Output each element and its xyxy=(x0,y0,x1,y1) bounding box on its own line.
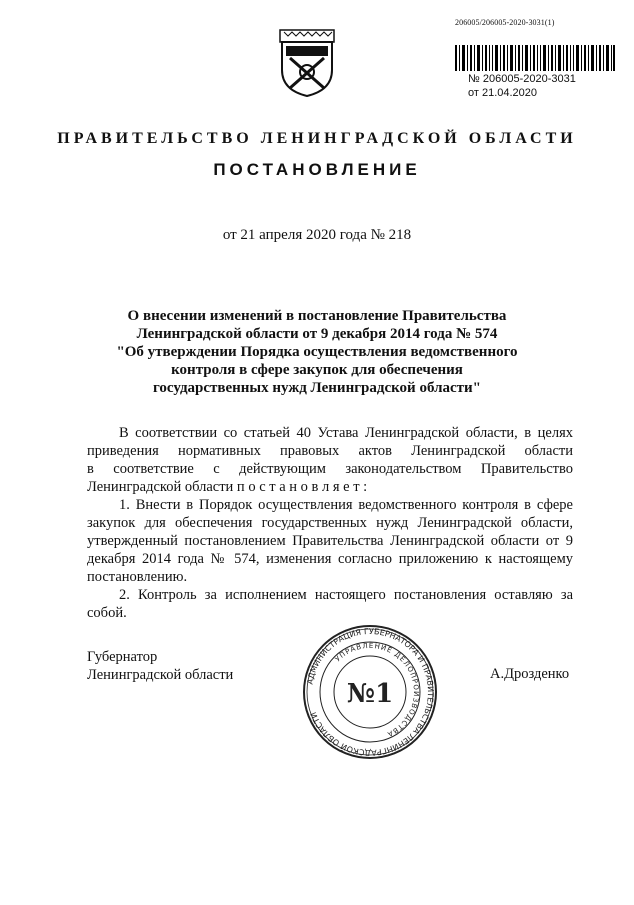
official-seal-stamp xyxy=(302,624,438,760)
decree-item-1: 1. Внести в Порядок осуществления ведомственного контроля в сфере закупок для обеспечения государственных нужд Ленинградской области, утвержденный постановлением Правительства Ленинградской области от 9 декабря 2014 года № 574, изменения согласно приложению к настоящему постановлению. xyxy=(87,497,573,585)
signatory-position xyxy=(87,648,233,684)
intro-line: В соответствии со статьей 40 Устава Ленинградской области, в целях xyxy=(119,425,573,441)
document-type: ПОСТАНОВЛЕНИЕ xyxy=(213,160,421,179)
title-line: государственных нужд Ленинградской области" xyxy=(152,380,481,396)
seal-inner-text: УПРАВЛЕНИЕ ДЕЛОПРОИЗВОДСТВА xyxy=(333,641,421,739)
decree-title xyxy=(60,307,574,397)
title-line: "Об утверждении Порядка осуществления ведомственного xyxy=(116,344,518,360)
intro-line: приведения нормативных правовых актов Ленинградской области xyxy=(87,443,573,459)
registration-date: от 21.04.2020 xyxy=(468,87,538,99)
registration-block xyxy=(468,72,576,100)
title-line: контроля в сфере закупок для обеспечения xyxy=(171,362,463,378)
signatory-name: А.Дрозденко xyxy=(490,666,570,682)
decree-item-2: 2. Контроль за исполнением настоящего постановления оставляю за собой. xyxy=(87,587,573,621)
decree-date-number: от 21 апреля 2020 года № 218 xyxy=(222,227,412,243)
title-line: Ленинградской области от 9 декабря 2014 года № 574 xyxy=(136,326,498,342)
position-line: Губернатор xyxy=(87,649,158,665)
intro-line: в соответствие с действующим законодательством Правительство xyxy=(87,461,573,477)
barcode xyxy=(455,45,615,71)
seal-number: №1 xyxy=(346,679,394,709)
seal-outer-text: АДМИНИСТРАЦИЯ ГУБЕРНАТОРА И ПРАВИТЕЛЬСТВА ЛЕНИНГРАДСКОЙ ОБЛАСТИ xyxy=(305,626,436,758)
coat-of-arms-icon xyxy=(276,28,338,98)
intro-line: Ленинградской области п о с т а н о в л я е т : xyxy=(87,479,368,495)
document-id: 206005/206005-2020-3031(1) xyxy=(455,18,555,27)
position-line: Ленинградской области xyxy=(87,667,234,683)
registration-number: № 206005-2020-3031 xyxy=(468,73,576,85)
decree-body xyxy=(87,424,573,622)
title-line: О внесении изменений в постановление Правительства xyxy=(127,308,507,324)
government-name: ПРАВИТЕЛЬСТВО ЛЕНИНГРАДСКОЙ ОБЛАСТИ xyxy=(57,130,577,147)
